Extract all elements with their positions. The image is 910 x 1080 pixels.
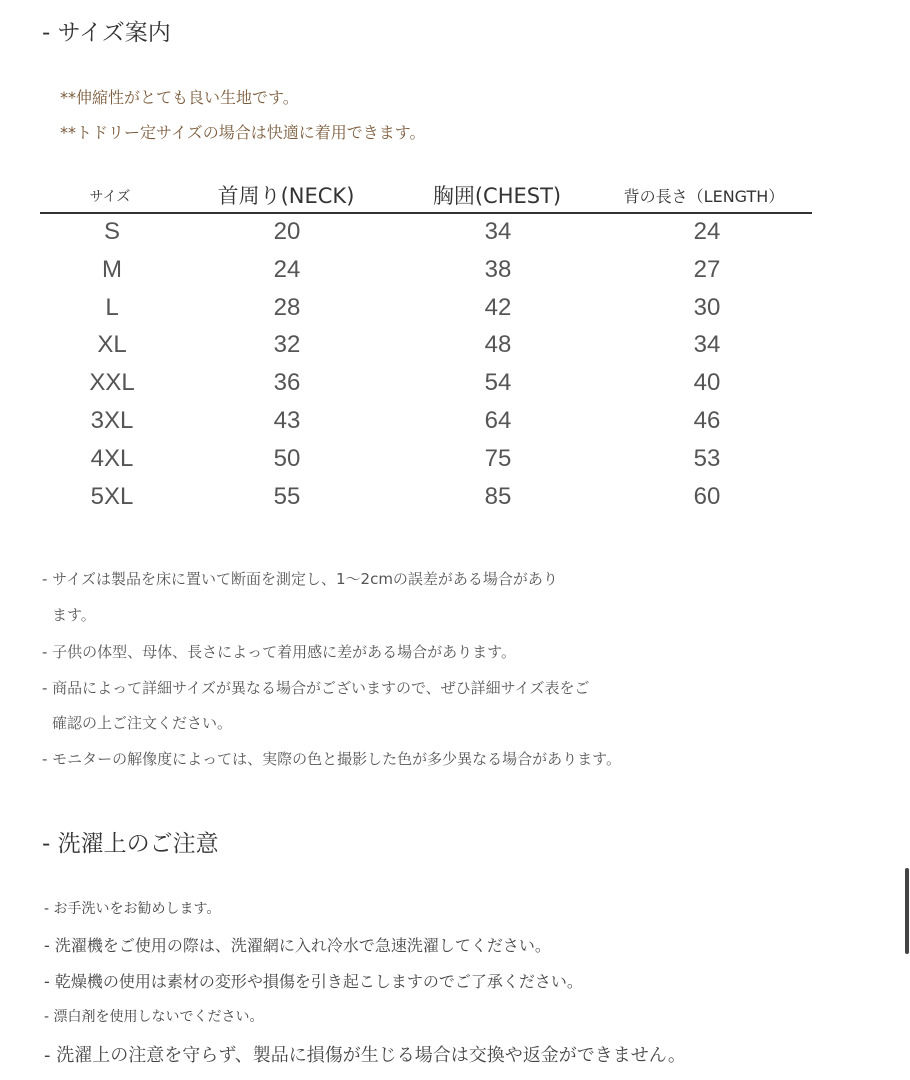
table-cell: 85 xyxy=(484,482,512,510)
table-cell: XL xyxy=(97,331,127,359)
table-cell: 24 xyxy=(693,218,721,245)
size-remark: - 商品によって詳細サイズが異なる場合がございますので、ぜひ詳細サイズ表をご xyxy=(42,679,590,697)
table-cell: 4XL xyxy=(90,444,134,472)
table-cell: 28 xyxy=(273,293,301,321)
washing-item: - 洗濯上の注意を守らず、製品に損傷が生じる場合は交換や返金ができません。 xyxy=(44,1045,686,1066)
size-guide-title: - サイズ案内 xyxy=(42,20,171,46)
table-cell: 34 xyxy=(484,218,512,245)
table-cell: 43 xyxy=(273,407,301,434)
table-cell: 40 xyxy=(693,369,721,397)
table-cell: 60 xyxy=(693,482,721,510)
table-cell: S xyxy=(103,218,121,245)
table-cell: 54 xyxy=(484,369,512,397)
washing-item: - 漂白剤を使用しないでください。 xyxy=(44,1009,264,1025)
table-cell: 42 xyxy=(484,293,512,321)
table-cell: 5XL xyxy=(90,482,134,510)
table-header-divider xyxy=(40,212,812,214)
washing-item: - お手洗いをお勧めします。 xyxy=(44,901,221,917)
header-chest: 胸囲(CHEST) xyxy=(432,184,562,208)
header-neck: 首周り(NECK) xyxy=(217,184,355,208)
washing-title: - 洗濯上のご注意 xyxy=(42,831,219,857)
table-cell: 55 xyxy=(273,482,301,510)
header-size: サイズ xyxy=(89,189,131,205)
table-cell: 50 xyxy=(273,444,301,472)
table-cell: XXL xyxy=(89,369,135,397)
table-cell: 38 xyxy=(484,255,512,283)
table-cell: 27 xyxy=(693,255,721,283)
table-cell: 34 xyxy=(693,331,721,359)
washing-item: - 洗濯機をご使用の際は、洗濯網に入れ冷水で急速洗濯してください。 xyxy=(44,936,551,955)
header-length: 背の長さ（LENGTH） xyxy=(623,187,785,206)
table-cell: 30 xyxy=(693,293,721,321)
table-cell: M xyxy=(102,255,122,283)
scrollbar[interactable] xyxy=(905,868,909,954)
fit-note: **トドリー定サイズの場合は快適に着用できます。 xyxy=(60,123,426,142)
size-remark: 確認の上ご注文ください。 xyxy=(52,714,233,732)
size-remark: ます。 xyxy=(52,606,96,624)
size-remark: - サイズは製品を床に置いて断面を測定し、1〜2cmの誤差がある場合があり xyxy=(42,570,558,588)
table-cell: 75 xyxy=(484,444,512,472)
size-remark: - モニターの解像度によっては、実際の色と撮影した色が多少異なる場合があります。 xyxy=(42,750,621,768)
washing-item: - 乾燥機の使用は素材の変形や損傷を引き起こしますのでご了承ください。 xyxy=(44,972,583,991)
stretch-note: **伸縮性がとても良い生地です。 xyxy=(60,88,299,107)
table-cell: L xyxy=(105,293,119,321)
table-cell: 24 xyxy=(273,255,301,283)
table-cell: 3XL xyxy=(90,407,134,434)
table-cell: 46 xyxy=(693,407,721,434)
table-cell: 20 xyxy=(273,218,301,245)
size-remark: - 子供の体型、母体、長さによって着用感に差がある場合があります。 xyxy=(42,643,516,661)
table-cell: 64 xyxy=(484,407,512,434)
table-cell: 36 xyxy=(273,369,301,397)
table-cell: 32 xyxy=(273,331,301,359)
table-cell: 48 xyxy=(484,331,512,359)
table-cell: 53 xyxy=(693,444,721,472)
